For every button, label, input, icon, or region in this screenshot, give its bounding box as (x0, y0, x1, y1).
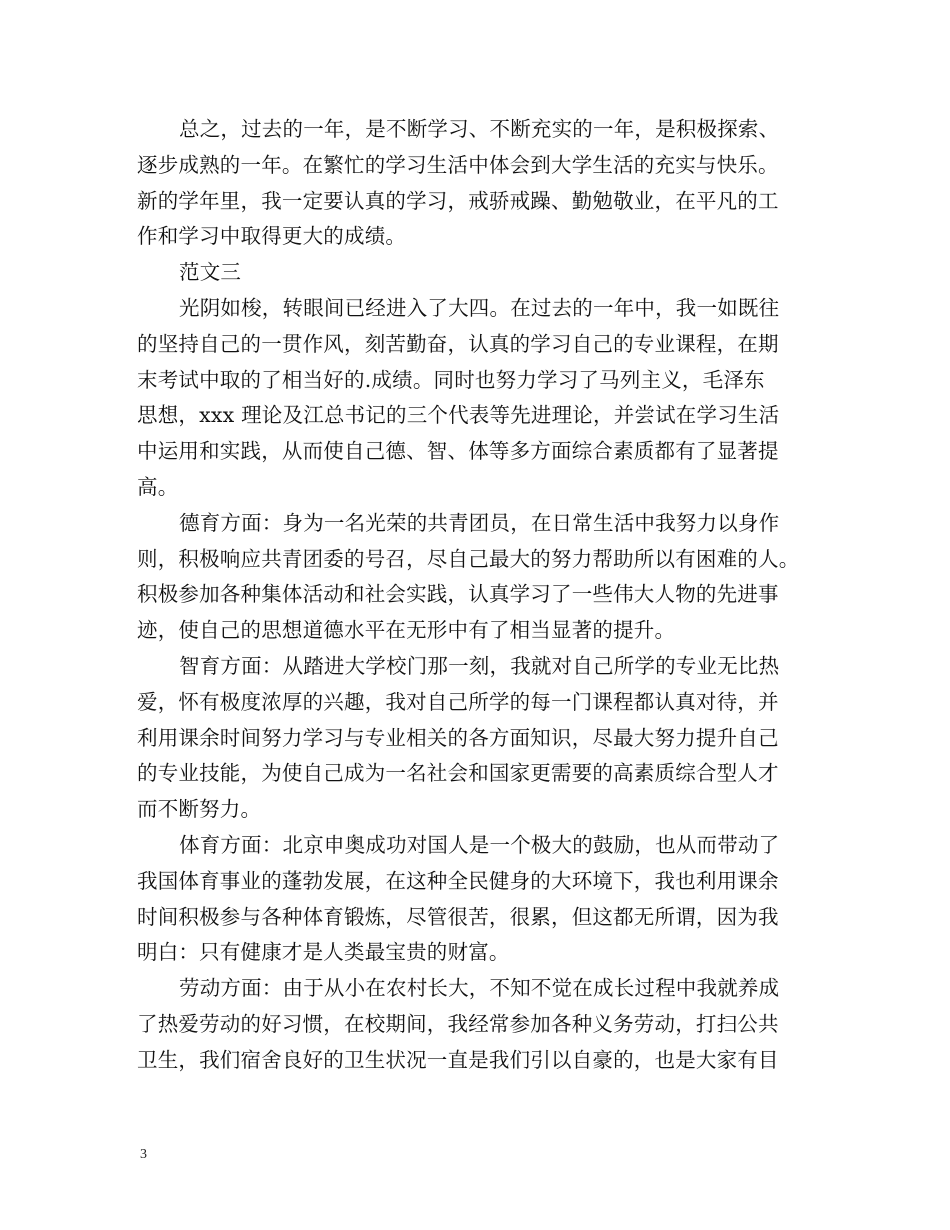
text-line: 高。 (137, 474, 179, 499)
text-line: 中运用和实践，从而使自己德、智、体等多方面综合素质都有了显著提 (137, 439, 779, 464)
text-line: 末考试中取的了相当好的.成绩。同时也努力学习了马列主义，毛泽东 (137, 367, 765, 392)
text-line: 积极参加各种集体活动和社会实践，认真学习了一些伟大人物的先进事 (137, 582, 779, 607)
text-line: 逐步成熟的一年。在繁忙的学习生活中体会到大学生活的充实与快乐。 (137, 152, 779, 177)
text-line: 而不断努力。 (137, 797, 262, 822)
text-line: 我国体育事业的蓬勃发展，在这种全民健身的大环境下，我也利用课余 (137, 868, 779, 893)
document-body (137, 112, 812, 1079)
text-line: 德育方面：身为一名光荣的共青团员，在日常生活中我努力以身作 (179, 510, 780, 535)
text-line: 光阴如梭，转眼间已经进入了大四。在过去的一年中，我一如既往 (179, 295, 780, 320)
text-line: 劳动方面：由于从小在农村长大，不知不觉在成长过程中我就养成 (179, 976, 780, 1001)
text-line: 爱，怀有极度浓厚的兴趣，我对自己所学的每一门课程都认真对待，并 (137, 689, 779, 714)
text-line: 总之，过去的一年，是不断学习、不断充实的一年，是积极探索、 (179, 117, 780, 141)
text-line: 的专业技能，为使自己成为一名社会和国家更需要的高素质综合型人才 (137, 761, 779, 786)
text-line: 明白：只有健康才是人类最宝贵的财富。 (137, 940, 510, 965)
text-line: 的坚持自己的一贯作风，刻苦勤奋，认真的学习自己的专业课程，在期 (137, 331, 779, 356)
text-line: 卫生，我们宿舍良好的卫生状况一直是我们引以自豪的，也是大家有目 (137, 1047, 779, 1072)
text-line: 利用课余时间努力学习与专业相关的各方面知识，尽最大努力提升自己 (137, 725, 779, 750)
page-number: 3 (140, 1147, 147, 1162)
text-line: 思想，xxx 理论及江总书记的三个代表等先进理论，并尝试在学习生活 (137, 403, 780, 428)
text-line: 时间积极参与各种体育锻炼，尽管很苦，很累，但这都无所谓，因为我 (137, 904, 779, 929)
text-line: 作和学习中取得更大的成绩。 (137, 224, 407, 249)
text-line: 迹，使自己的思想道德水平在无形中有了相当显著的提升。 (137, 618, 676, 643)
text-line: 新的学年里，我一定要认真的学习，戒骄戒躁、勤勉敬业，在平凡的工 (137, 188, 779, 213)
text-line: 则，积极响应共青团委的号召，尽自己最大的努力帮助所以有困难的人。 (137, 546, 800, 571)
text-line: 智育方面：从踏进大学校门那一刻，我就对自己所学的专业无比热 (179, 653, 780, 678)
text-line: 范文三 (179, 260, 242, 285)
text-line: 体育方面：北京申奥成功对国人是一个极大的鼓励，也从而带动了 (179, 832, 780, 857)
text-line: 了热爱劳动的好习惯，在校期间，我经常参加各种义务劳动，打扫公共 (137, 1011, 779, 1036)
